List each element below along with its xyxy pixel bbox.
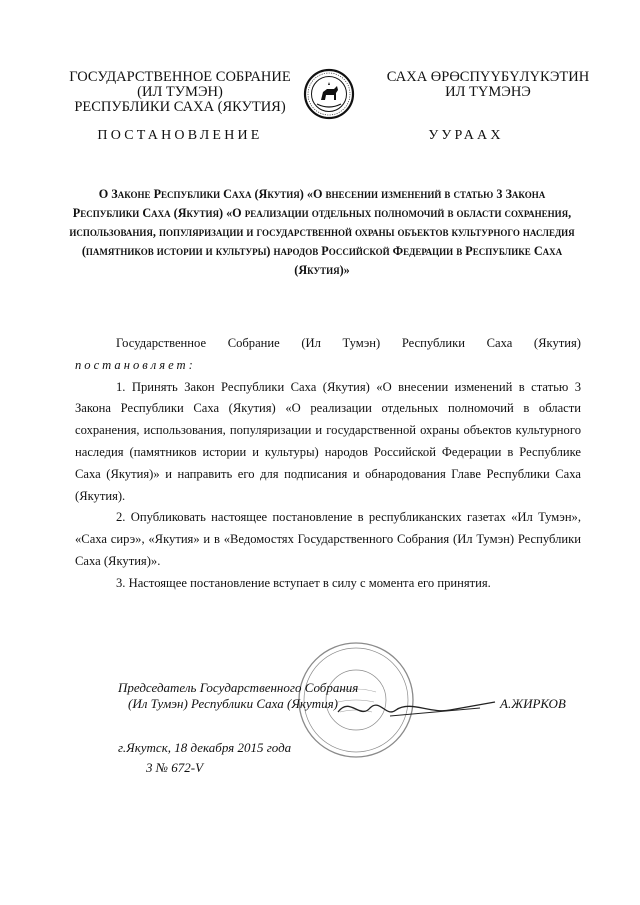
place-and-date: г.Якутск, 18 декабря 2015 года [118,740,292,755]
resolution-item: 2. Опубликовать настоящее постановление в республиканских газетах «Ил Тумэн», «Саха сирэ», «Якутия» и в «Ведомостях Государственного Собрания (Ил Тумэн) Республики Саха (Якутия)». [75,510,581,568]
intro-text: Государственное Собрание (Ил Тумэн) Республики Саха (Якутия) [116,336,581,350]
handwritten-signature [330,690,500,730]
issuer-line: ГОСУДАРСТВЕННОЕ СОБРАНИЕ [69,69,291,85]
issuer-line: РЕСПУБЛИКИ САХА (ЯКУТИЯ) [74,99,286,115]
resolution-item: 3. Настоящее постановление вступает в силу с момента его принятия. [116,575,491,590]
issuer-line: ИЛ ТҮМЭНЭ [445,84,531,100]
resolves-label: постановляет: [75,357,196,372]
signatory-position: Председатель Государственного Собрания [118,680,359,695]
signatory-position: (Ил Тумэн) Республики Саха (Якутия) [128,696,338,711]
signatory-name: А.ЖИРКОВ [500,696,566,711]
issuer-name-yakut [366,70,610,100]
document-title: О Законе Республики Саха (Якутия) «О внесении изменений в статью 3 Закона Республики Саха (Якутия) «О реализации отдельных полномочий в области сохранения, использования, популяризации и государственной охраны объектов культурного наследия (памятников истории и культуры) народов Российской Федерации в Республике Саха (Якутия)» [69,187,575,277]
issuer-line: САХА ӨРӨСПҮҮБҮЛҮКЭТИН [386,69,590,85]
coat-of-arms-icon [303,66,355,122]
document-number: 3 № 672-V [146,760,204,775]
issuer-name-russian [60,70,300,115]
doc-type-yakut: УУРААХ [428,128,504,143]
resolution-item: 1. Принять Закон Республики Саха (Якутия) «О внесении изменений в статью 3 Закона Республики Саха (Якутия) «О реализации отдельных полномочий в области сохранения, использования, популяризации и государственной охраны объектов культурного наследия (памятников истории и культуры) народов Российской Федерации в Республике Саха (Якутия)» и направить его для подписания и обнародования Главе Республики Саха (Якутия). [75,379,581,503]
document-body [75,333,581,595]
issuer-line: (ИЛ ТУМЭН) [137,84,223,100]
doc-type-russian: ПОСТАНОВЛЕНИЕ [97,128,263,143]
